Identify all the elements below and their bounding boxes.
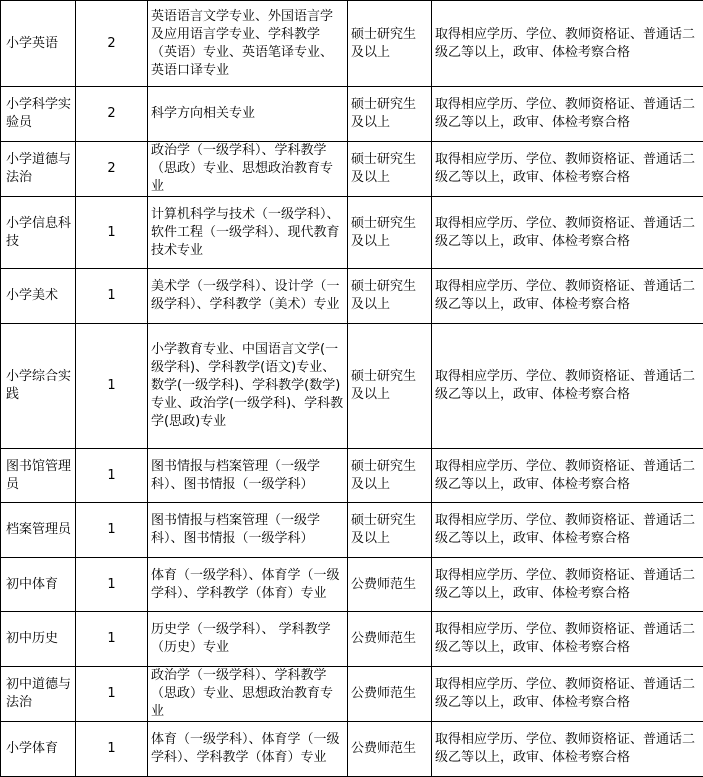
requirement-cell: 取得相应学历、学位、教师资格证、普通话二级乙等以上，政审、体检考察合格 (432, 612, 703, 667)
table-row (1, 142, 703, 197)
education-cell: 公费师范生 (348, 558, 432, 612)
major-cell: 政治学（一级学科）、学科教学（思政）专业、思想政治教育专业 (148, 142, 348, 197)
major-cell: 历史学（一级学科）、 学科教学（历史）专业 (148, 612, 348, 667)
count-cell: 1 (76, 324, 148, 449)
count-cell: 1 (76, 503, 148, 558)
count-cell: 2 (76, 142, 148, 197)
post-cell: 初中道德与法治 (1, 667, 76, 722)
count-cell: 2 (76, 1, 148, 87)
major-cell: 体育（一级学科）、体育学（一级学科）、学科教学（体育）专业 (148, 722, 348, 777)
major-cell: 体育（一级学科）、体育学（一级学科）、学科教学（体育）专业 (148, 558, 348, 612)
post-cell: 档案管理员 (1, 503, 76, 558)
requirement-cell: 取得相应学历、学位、教师资格证、普通话二级乙等以上，政审、体检考察合格 (432, 449, 703, 503)
requirement-cell: 取得相应学历、学位、教师资格证、普通话二级乙等以上，政审、体检考察合格 (432, 142, 703, 197)
count-cell: 1 (76, 612, 148, 667)
major-cell: 英语语言文学专业、外国语言学及应用语言学专业、学科教学（英语）专业、英语笔译专业、英语口译专业 (148, 1, 348, 87)
count-cell: 1 (76, 558, 148, 612)
post-cell: 小学科学实验员 (1, 87, 76, 142)
major-cell: 图书情报与档案管理（一级学科）、图书情报（一级学科） (148, 449, 348, 503)
table-row (1, 612, 703, 667)
major-cell: 计算机科学与技术（一级学科）、软件工程（一级学科）、现代教育技术专业 (148, 197, 348, 269)
education-cell: 硕士研究生及以上 (348, 87, 432, 142)
post-cell: 图书馆管理员 (1, 449, 76, 503)
requirement-cell: 取得相应学历、学位、教师资格证、普通话二级乙等以上，政审、体检考察合格 (432, 324, 703, 449)
table-row (1, 1, 703, 87)
education-cell: 硕士研究生及以上 (348, 142, 432, 197)
post-cell: 小学体育 (1, 722, 76, 777)
count-cell: 1 (76, 722, 148, 777)
post-cell: 小学英语 (1, 1, 76, 87)
count-cell: 2 (76, 87, 148, 142)
table-row (1, 667, 703, 722)
requirement-cell: 取得相应学历、学位、教师资格证、普通话二级乙等以上，政审、体检考察合格 (432, 503, 703, 558)
count-cell: 1 (76, 449, 148, 503)
count-cell: 1 (76, 667, 148, 722)
count-cell: 1 (76, 197, 148, 269)
requirement-cell: 取得相应学历、学位、教师资格证、普通话二级乙等以上，政审、体检考察合格 (432, 87, 703, 142)
major-cell: 美术学（一级学科）、设计学（一级学科）、学科教学（美术）专业 (148, 269, 348, 324)
requirement-cell: 取得相应学历、学位、教师资格证、普通话二级乙等以上，政审、体检考察合格 (432, 667, 703, 722)
post-cell: 初中体育 (1, 558, 76, 612)
post-cell: 小学道德与法治 (1, 142, 76, 197)
table-row (1, 558, 703, 612)
requirement-cell: 取得相应学历、学位、教师资格证、普通话二级乙等以上，政审、体检考察合格 (432, 1, 703, 87)
table-row (1, 87, 703, 142)
education-cell: 硕士研究生及以上 (348, 449, 432, 503)
post-cell: 小学信息科技 (1, 197, 76, 269)
table-row (1, 197, 703, 269)
major-cell: 图书情报与档案管理（一级学科）、图书情报（一级学科） (148, 503, 348, 558)
post-cell: 小学综合实践 (1, 324, 76, 449)
table-row (1, 269, 703, 324)
requirement-cell: 取得相应学历、学位、教师资格证、普通话二级乙等以上，政审、体检考察合格 (432, 197, 703, 269)
education-cell: 硕士研究生及以上 (348, 269, 432, 324)
education-cell: 硕士研究生及以上 (348, 1, 432, 87)
table-row (1, 449, 703, 503)
education-cell: 公费师范生 (348, 667, 432, 722)
education-cell: 硕士研究生及以上 (348, 324, 432, 449)
education-cell: 公费师范生 (348, 722, 432, 777)
education-cell: 硕士研究生及以上 (348, 503, 432, 558)
table-row (1, 503, 703, 558)
major-cell: 政治学（一级学科）、学科教学（思政）专业、思想政治教育专业 (148, 667, 348, 722)
post-cell: 小学美术 (1, 269, 76, 324)
education-cell: 硕士研究生及以上 (348, 197, 432, 269)
requirement-cell: 取得相应学历、学位、教师资格证、普通话二级乙等以上，政审、体检考察合格 (432, 722, 703, 777)
major-cell: 小学教育专业、中国语言文学(一级学科)、学科教学(语文)专业、数学(一级学科)、学科教学(数学)专业、政治学(一级学科)、学科教学(思政)专业 (148, 324, 348, 449)
post-cell: 初中历史 (1, 612, 76, 667)
requirement-cell: 取得相应学历、学位、教师资格证、普通话二级乙等以上，政审、体检考察合格 (432, 558, 703, 612)
table-row (1, 324, 703, 449)
education-cell: 公费师范生 (348, 612, 432, 667)
table-row (1, 722, 703, 777)
count-cell: 1 (76, 269, 148, 324)
requirement-cell: 取得相应学历、学位、教师资格证、普通话二级乙等以上，政审、体检考察合格 (432, 269, 703, 324)
major-cell: 科学方向相关专业 (148, 87, 348, 142)
